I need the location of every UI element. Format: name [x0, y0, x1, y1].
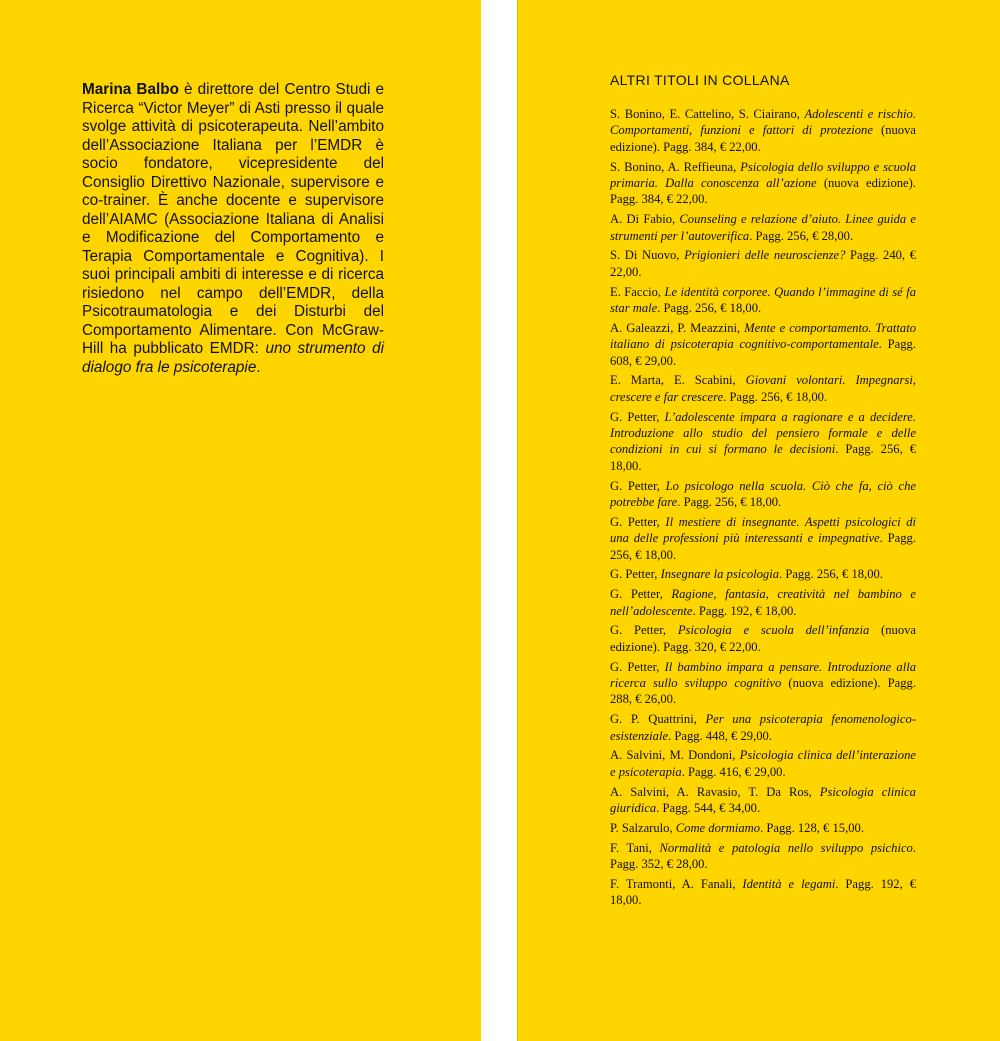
- series-title-entry: [610, 514, 916, 563]
- series-title-entry: [610, 284, 916, 317]
- entry-title: Il bambino impara a pensare. Introduzione alla ricerca sullo sviluppo cognitivo: [610, 659, 916, 691]
- series-title-entry: [610, 372, 916, 405]
- entry-details: . Pagg. 256, € 18,00.: [657, 301, 762, 316]
- author-bio: [82, 81, 384, 377]
- entry-title: Come dormiamo: [675, 820, 761, 835]
- series-title-entry: [610, 478, 916, 511]
- entry-details: (nuova edizione). Pagg. 288, € 26,00.: [610, 676, 916, 707]
- series-title-entry: [610, 622, 916, 655]
- series-title-entry: [610, 784, 916, 817]
- entry-title: Mente e comportamento. Trattato italiano di psicoterapia cognitivo-comportamentale: [610, 320, 916, 352]
- entry-title: Psicologia clinica dell’interazione e psicoterapia: [610, 748, 916, 779]
- entry-details: . Pagg. 448, € 29,00.: [668, 728, 772, 743]
- entry-authors: G. Petter,: [610, 659, 665, 674]
- series-title-entry: [610, 840, 916, 873]
- entry-authors: G. Petter,: [610, 623, 678, 638]
- entry-details: (nuova edizione). Pagg. 320, € 22,00.: [610, 623, 917, 654]
- entry-authors: E. Marta, E. Scabini,: [610, 373, 746, 388]
- entry-authors: A. Galeazzi, P. Meazzini,: [610, 320, 745, 335]
- series-title-entry: [610, 320, 916, 369]
- bio-end: .: [256, 358, 261, 376]
- author-name: Marina Balbo: [82, 81, 179, 99]
- entry-details: . Pagg. 416, € 29,00.: [681, 764, 786, 779]
- entry-details: . Pagg. 192, € 18,00.: [692, 603, 797, 618]
- entry-details: . Pagg. 256, € 18,00.: [779, 567, 883, 582]
- entry-title: Il mestiere di insegnante. Aspetti psicologici di una delle professioni più interessanti e impegnative: [610, 514, 916, 546]
- entry-title: Identità e legami: [742, 876, 836, 891]
- entry-details: . Pagg. 256, € 18,00.: [610, 531, 916, 562]
- entry-authors: G. Petter,: [610, 587, 672, 602]
- entry-details: (nuova edizione). Pagg. 384, € 22,00.: [610, 176, 916, 207]
- left-cover-panel: [0, 0, 482, 1041]
- entry-details: . Pagg. 256, € 28,00.: [749, 228, 854, 243]
- entry-title: Insegnare la psicologia: [660, 567, 780, 582]
- spine-gutter: [481, 0, 517, 1041]
- entry-details: . Pagg. 128, € 15,00.: [760, 820, 864, 835]
- entry-details: Pagg. 240, € 22,00.: [610, 248, 916, 279]
- entry-title: Adolescenti e rischio. Comportamenti, funzioni e fattori di protezione: [610, 107, 916, 138]
- entry-details: (nuova edizione). Pagg. 384, € 22,00.: [610, 123, 916, 154]
- entry-authors: G. Petter,: [610, 478, 666, 493]
- entry-title: Psicologia clinica giuridica: [610, 784, 916, 816]
- bio-text: è direttore del Centro Studi e Ricerca “Victor Meyer” di Asti presso il quale svolge attività di psicoterapeuta. Nell’ambito dell’Associazione Italiana per l’EMDR è socio fondatore, vicepresidente del Consiglio Direttivo Nazionale, supervisore e co-trainer. È anche docente e supervisore dell’AIAMC (Associazione Italiana di Analisi e Modificazione del Comportamento e Terapia Comportamentale e Cognitiva). I suoi principali ambiti di interesse e di ricerca risiedono nel campo dell’EMDR, della Psicotraumatologia e dei Disturbi del Comportamento Alimentare. Con McGraw-Hill ha pubblicato EMDR:: [82, 81, 384, 358]
- entry-authors: S. Bonino, A. Reffieuna,: [610, 159, 741, 174]
- entry-details: . Pagg. 352, € 28,00.: [610, 840, 916, 872]
- entry-title: Psicologia dello sviluppo e scuola primaria. Dalla conoscenza all’azione: [610, 159, 916, 191]
- entry-authors: F. Tramonti, A. Fanali,: [610, 876, 743, 891]
- series-title-entry: [610, 659, 916, 708]
- series-title-entry: [610, 876, 916, 909]
- entry-title: Prigionieri delle neuroscienze?: [684, 248, 846, 263]
- entry-authors: F. Tani,: [610, 840, 660, 855]
- entry-title: Per una psicoterapia fenomenologico-esistenziale: [610, 712, 916, 743]
- series-title-entry: [610, 106, 916, 155]
- entry-authors: G. Petter,: [610, 514, 666, 529]
- series-heading: ALTRI TITOLI IN COLLANA: [610, 72, 790, 88]
- entry-authors: E. Faccio,: [610, 284, 665, 299]
- entry-title: Giovani volontari. Impegnarsi, crescere e far crescere: [610, 373, 917, 404]
- series-title-entry: [610, 566, 916, 582]
- entry-title: Le identità corporee. Quando l’immagine di sé fa star male: [610, 284, 916, 316]
- entry-title: Psicologia e scuola dell’infanzia: [677, 623, 870, 638]
- entry-authors: G. Petter,: [610, 409, 665, 424]
- entry-title: L’adolescente impara a ragionare e a decidere. Introduzione allo studio del pensiero formale e delle condizioni in cui si formano le decisioni: [610, 409, 917, 457]
- entry-authors: S. Di Nuovo,: [610, 248, 685, 263]
- series-title-list: [610, 106, 916, 912]
- entry-title: Counseling e relazione d’aiuto. Linee guida e strumenti per l’autoverifica: [610, 212, 916, 243]
- entry-authors: G. P. Quattrini,: [610, 712, 706, 727]
- entry-authors: P. Salzarulo,: [610, 820, 676, 835]
- entry-title: Ragione, fantasia, creatività nel bambino e nell’adolescente: [610, 587, 916, 618]
- entry-title: Normalità e patologia nello sviluppo psichico: [659, 840, 913, 855]
- series-title-entry: [610, 820, 916, 836]
- series-title-entry: [610, 711, 916, 744]
- entry-authors: A. Salvini, A. Ravasio, T. Da Ros,: [610, 784, 820, 799]
- bio-book-title: uno strumento di dialogo fra le psicoterapie: [82, 340, 384, 376]
- series-title-entry: [610, 409, 916, 475]
- entry-authors: A. Salvini, M. Dondoni,: [610, 748, 740, 763]
- series-title-entry: [610, 211, 916, 244]
- entry-details: . Pagg. 544, € 34,00.: [656, 801, 761, 816]
- series-title-entry: [610, 159, 916, 208]
- entry-details: . Pagg. 256, € 18,00.: [723, 389, 828, 404]
- entry-authors: G. Petter,: [610, 567, 661, 582]
- entry-details: . Pagg. 192, € 18,00.: [610, 876, 916, 908]
- entry-details: . Pagg. 256, € 18,00.: [610, 442, 917, 473]
- entry-details: . Pagg. 608, € 29,00.: [610, 337, 916, 368]
- entry-details: . Pagg. 256, € 18,00.: [677, 495, 782, 510]
- series-title-entry: [610, 747, 916, 780]
- entry-title: Lo psicologo nella scuola. Ciò che fa, ciò che potrebbe fare: [610, 478, 916, 510]
- entry-authors: S. Bonino, E. Cattelino, S. Ciairano,: [610, 107, 805, 121]
- entry-authors: A. Di Fabio,: [610, 212, 680, 227]
- series-title-entry: [610, 586, 916, 619]
- series-title-entry: [610, 247, 916, 280]
